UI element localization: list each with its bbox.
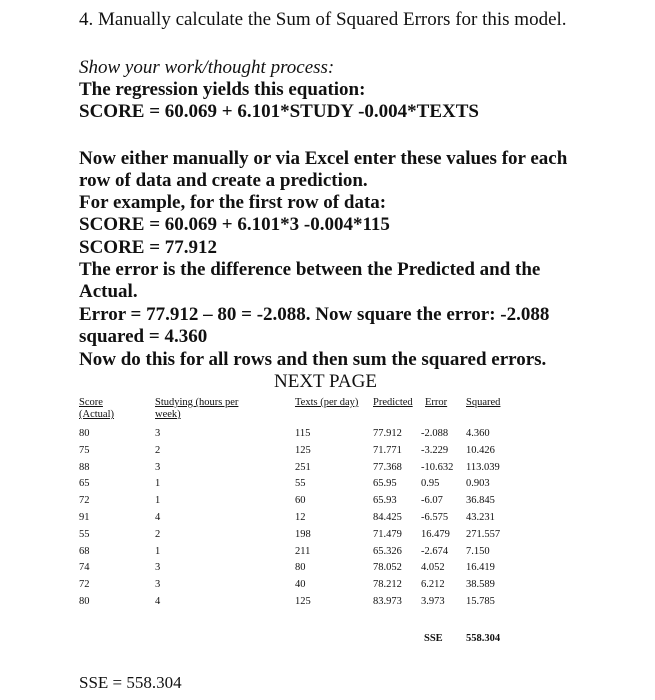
cell-squared: 271.557 [466, 528, 501, 540]
header-squared: Squared [466, 397, 501, 408]
header-study-line1: Studying (hours per [155, 397, 239, 408]
cell-squared: 43.231 [466, 512, 495, 523]
cell-squared: 38.589 [466, 579, 495, 591]
cell-squared: 15.785 [466, 596, 495, 607]
cell-squared: 16.419 [466, 562, 495, 574]
header-texts: Texts (per day) [295, 397, 359, 408]
instruction-line: row of data and create a prediction. [79, 170, 368, 191]
cell-texts: 12 [295, 512, 306, 523]
cell-squared: 7.150 [466, 545, 490, 557]
cell-predicted: 71.479 [373, 528, 402, 540]
cell-error: 16.479 [421, 528, 450, 540]
cell-texts: 198 [295, 528, 311, 540]
cell-squared: 113.039 [466, 461, 500, 473]
cell-texts: 55 [295, 478, 306, 490]
cell-study: 4 [155, 512, 161, 523]
instruction-line: SCORE = 60.069 + 6.101*3 -0.004*115 [79, 214, 390, 235]
cell-error: -2.088 [421, 428, 449, 439]
cell-squared: 10.426 [466, 444, 495, 456]
cell-study: 4 [155, 596, 161, 607]
instruction-line: squared = 4.360 [79, 326, 208, 347]
cell-study: 2 [155, 444, 161, 456]
cell-squared: 4.360 [466, 428, 490, 439]
cell-squared: 0.903 [466, 478, 490, 490]
cell-error: -6.575 [421, 512, 449, 523]
cell-texts: 125 [295, 444, 311, 456]
cell-study: 3 [155, 461, 161, 473]
header-error: Error [425, 397, 448, 408]
cell-texts: 60 [295, 495, 306, 507]
cell-error: -10.632 [421, 461, 454, 473]
cell-predicted: 65.326 [373, 545, 402, 557]
instruction-line: For example, for the first row of data: [79, 192, 387, 213]
cell-score: 91 [79, 512, 90, 523]
cell-score: 75 [79, 444, 90, 456]
cell-score: 55 [79, 528, 90, 540]
cell-score: 72 [79, 579, 90, 591]
cell-predicted: 78.212 [373, 579, 402, 591]
cell-study: 1 [155, 478, 161, 490]
cell-study: 1 [155, 495, 161, 507]
cell-texts: 40 [295, 579, 306, 591]
cell-study: 3 [155, 428, 161, 439]
cell-predicted: 71.771 [373, 444, 402, 456]
final-answer: SSE = 558.304 [79, 673, 182, 692]
cell-study: 1 [155, 545, 161, 557]
cell-predicted: 65.95 [373, 478, 397, 490]
instruction-line: SCORE = 77.912 [79, 237, 218, 258]
cell-error: 4.052 [421, 562, 445, 574]
cell-predicted: 83.973 [373, 596, 402, 607]
instruction-line: Error = 77.912 – 80 = -2.088. Now square the error: -2.088 [79, 304, 550, 325]
cell-score: 65 [79, 478, 90, 490]
show-work-label: Show your work/thought process: [79, 57, 335, 78]
cell-study: 3 [155, 579, 161, 591]
cell-score: 74 [79, 562, 90, 574]
header-score-line2: (Actual) [79, 409, 114, 420]
cell-error: -2.674 [421, 545, 449, 557]
cell-texts: 115 [295, 428, 311, 439]
cell-predicted: 77.368 [373, 461, 402, 473]
cell-score: 80 [79, 596, 90, 607]
cell-squared: 36.845 [466, 495, 495, 507]
regression-intro: The regression yields this equation: [79, 79, 366, 100]
cell-error: -3.229 [421, 444, 449, 456]
cell-error: 3.973 [421, 596, 445, 607]
sse-value: 558.304 [466, 633, 501, 644]
header-study-line2: week) [155, 409, 181, 420]
instruction-line: Now do this for all rows and then sum the squared errors. [79, 349, 547, 370]
sse-label: SSE [424, 633, 443, 644]
cell-texts: 211 [295, 545, 311, 557]
cell-predicted: 84.425 [373, 512, 402, 523]
question-heading: 4. Manually calculate the Sum of Squared Errors for this model. [79, 9, 567, 30]
cell-texts: 80 [295, 562, 306, 574]
cell-error: 6.212 [421, 579, 445, 591]
cell-score: 80 [79, 428, 90, 439]
cell-predicted: 77.912 [373, 428, 402, 439]
cell-error: -6.07 [421, 495, 443, 507]
header-predicted: Predicted [373, 397, 413, 408]
cell-texts: 251 [295, 461, 311, 473]
cell-study: 3 [155, 562, 161, 574]
cell-error: 0.95 [421, 478, 440, 490]
header-score-line1: Score [79, 397, 103, 408]
next-page-label: NEXT PAGE [274, 371, 377, 392]
cell-predicted: 65.93 [373, 495, 397, 507]
instruction-line: Now either manually or via Excel enter these values for each [79, 148, 568, 169]
cell-predicted: 78.052 [373, 562, 402, 574]
cell-score: 68 [79, 545, 90, 557]
regression-equation: SCORE = 60.069 + 6.101*STUDY -0.004*TEXTS [79, 101, 479, 122]
instruction-line: Actual. [79, 281, 138, 302]
cell-study: 2 [155, 528, 161, 540]
cell-texts: 125 [295, 596, 311, 607]
cell-score: 88 [79, 461, 90, 473]
cell-score: 72 [79, 495, 90, 507]
instruction-line: The error is the difference between the Predicted and the [79, 259, 541, 280]
